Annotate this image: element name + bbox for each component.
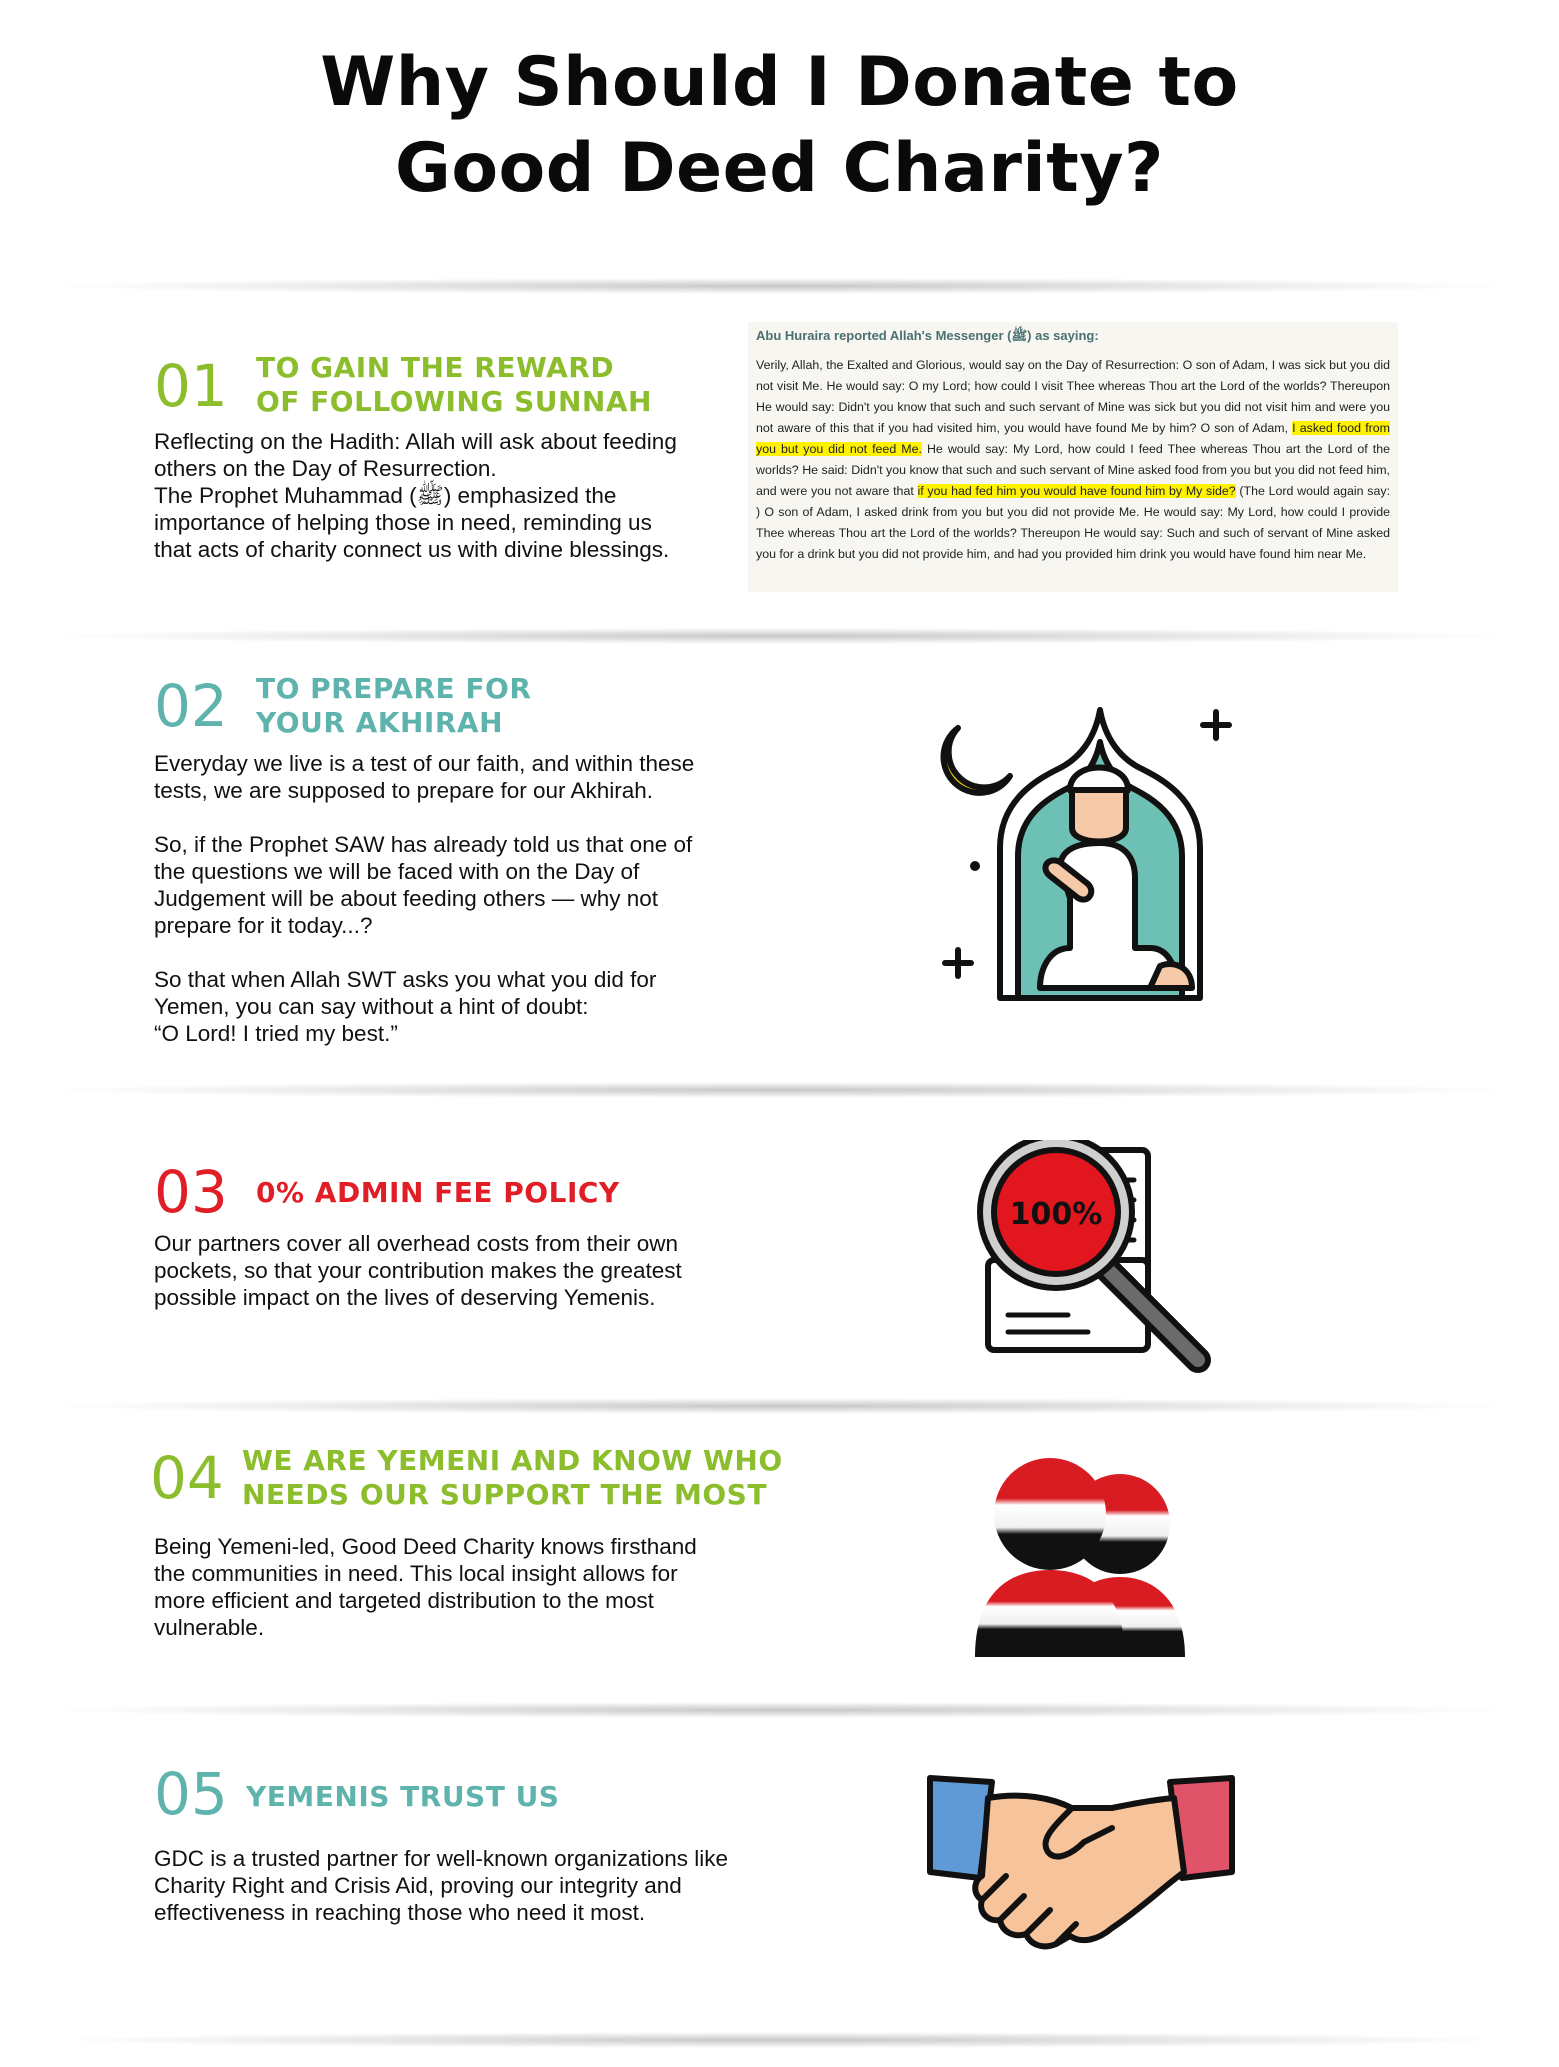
title-line-2: Good Deed Charity? (395, 129, 1164, 208)
section-body (154, 750, 714, 1047)
section-heading (242, 1444, 783, 1512)
hadith-text (756, 355, 1390, 565)
section-heading (246, 1780, 559, 1814)
section-divider (60, 278, 1500, 294)
section-heading (256, 672, 531, 740)
hadith-highlight: I asked food from you but you did not feed Me. (756, 421, 1390, 456)
section-heading-line-1: 0% ADMIN FEE POLICY (256, 1176, 620, 1209)
paragraph: So, if the Prophet SAW has already told us that one of the questions we will be faced with on the Day of Judgement will be about feeding others — why not prepare for it today...? (154, 832, 693, 938)
praying-person-icon (930, 698, 1250, 1018)
section-number: 02 (154, 672, 228, 740)
section-heading-line-2: NEEDS OUR SUPPORT THE MOST (242, 1478, 767, 1511)
magnifier-document-icon (958, 1140, 1218, 1380)
handshake-icon (922, 1768, 1240, 1958)
paragraph: Our partners cover all overhead costs from their own pockets, so that your contribution makes the greatest possible impact on the lives of deserving Yemenis. (154, 1231, 682, 1310)
section-number: 01 (154, 352, 228, 420)
section-heading-line-1: YEMENIS TRUST US (246, 1780, 560, 1813)
section-heading-line-1: TO PREPARE FOR (256, 672, 532, 705)
paragraph: GDC is a trusted partner for well-known organizations like Charity Right and Crisis Aid, proving our integrity and effectiveness in reaching those who need it most. (154, 1846, 728, 1925)
section-body (154, 1230, 714, 1311)
hadith-text-part: Verily, Allah, the Exalted and Glorious, would say on the Day of Resurrection: O son of Adam, I was sick but you did not visit Me. He would say: O my Lord; how could I visit Thee whereas Thou art the Lord of the worlds? Thereupon He would say: Didn't you know that such and such servant of Mine was sick but you did not visit him and were you not aware of this that if you had visited him, you would have found Me by him? O son of Adam, (756, 358, 1390, 435)
paragraph: Everyday we live is a test of our faith, and within these tests, we are supposed to prepare for our Akhirah. (154, 751, 695, 803)
section-divider (60, 1082, 1500, 1098)
paragraph: The Prophet Muhammad (ﷺ) emphasized the importance of helping those in need, reminding us that acts of charity connect us with divine blessings. (154, 483, 670, 562)
paragraph: “O Lord! I tried my best.” (154, 1021, 398, 1046)
section-number: 04 (150, 1444, 224, 1512)
lens-label: 100% (1009, 1197, 1103, 1232)
hadith-quote-box (748, 322, 1398, 592)
title-line-1: Why Should I Donate to (320, 43, 1239, 122)
hadith-reference: Abu Huraira reported Allah's Messenger (ﷺ) as saying: (756, 328, 1099, 343)
section-heading-line-1: WE ARE YEMENI AND KNOW WHO (242, 1444, 783, 1477)
section-heading (256, 1176, 620, 1210)
hadith-text-part: He would say: My Lord, how could I feed Thee whereas Thou art the Lord of the worlds? He said: Didn't you know that such and such servant of Mine asked food from you but you did not feed him, and were you not aware that (756, 442, 1390, 498)
paragraph: So that when Allah SWT asks you what you did for Yemen, you can say without a hint of doubt: (154, 967, 657, 1019)
section-divider (60, 2032, 1500, 2048)
section-divider (60, 628, 1500, 644)
section-body (154, 1845, 734, 1926)
yemen-flag-people-icon (960, 1452, 1200, 1662)
hadith-highlight: if you had fed him you would have found him by My side? (917, 484, 1236, 498)
section-heading-line-1: TO GAIN THE REWARD (256, 351, 615, 384)
section-heading-line-2: YOUR AKHIRAH (256, 706, 504, 739)
section-body (154, 428, 694, 563)
paragraph: Being Yemeni-led, Good Deed Charity knows firsthand the communities in need. This local insight allows for more efficient and targeted distribution to the most vulnerable. (154, 1534, 697, 1640)
section-number: 05 (154, 1760, 228, 1828)
section-divider (60, 1702, 1500, 1718)
paragraph: Reflecting on the Hadith: Allah will ask about feeding others on the Day of Resurrection. (154, 429, 677, 481)
hadith-text-part: (The Lord would again say: ) O son of Adam, I asked drink from you but you did not provide Me. He would say: My Lord, how could I provide Thee whereas Thou art the Lord of the worlds? Thereupon He would say: Such and such of servant of Mine asked you for a drink but you did not provide him, and had you provided him drink you would have found him near Me. (756, 484, 1391, 561)
section-divider (60, 1398, 1500, 1414)
section-number: 03 (154, 1158, 228, 1226)
section-body (154, 1533, 714, 1641)
section-heading (256, 351, 652, 419)
page-title (0, 40, 1559, 212)
section-heading-line-2: OF FOLLOWING SUNNAH (256, 385, 652, 418)
